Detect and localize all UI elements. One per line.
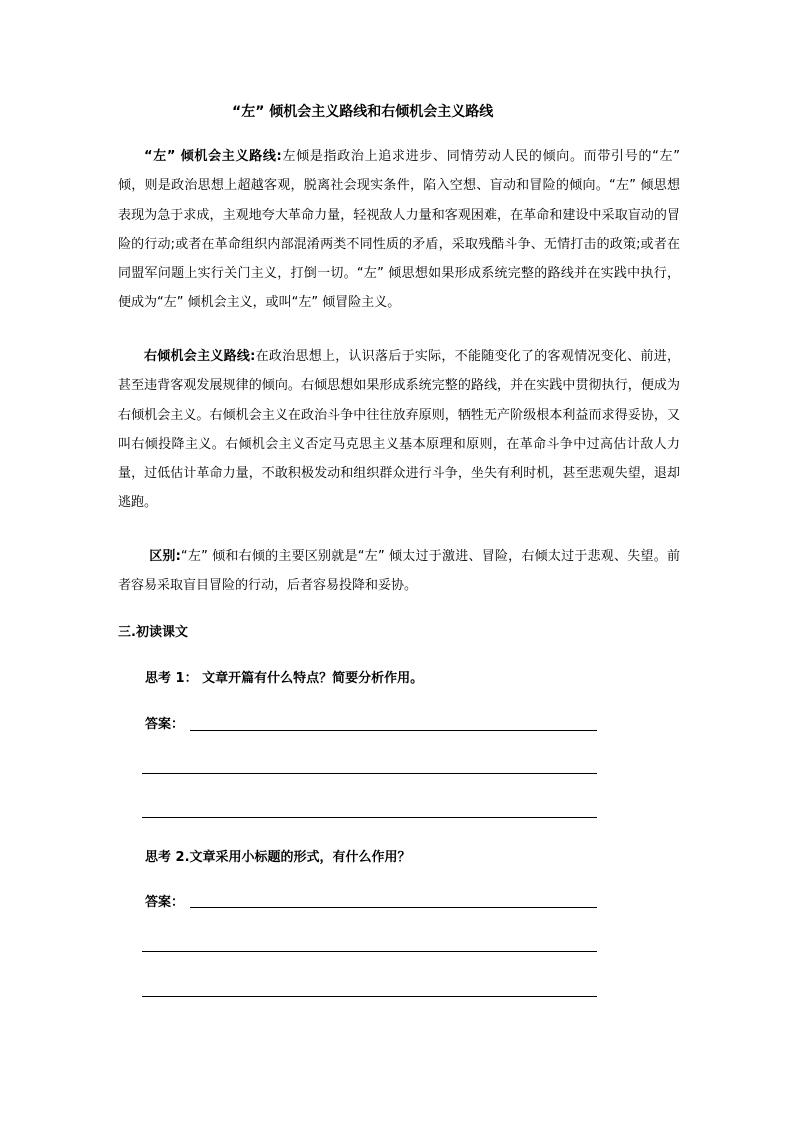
definition-right-line: 在政治思想上，认识落后于实际，不能随变化了的客观情况变化、前进，甚至违背客观发展规律的倾向。右倾思想如果形成系统完整的路线，并在实践中贯彻执行，便成为右倾机会主义。右倾机会主义在政治斗争中往往放弃原则，牺牲无产阶级根本利益而求得妥协，又叫右倾投降主义。右倾机会主义否定马克思主义基本原理和原则，在革命斗争中过高估计敌人力量，过低估计革命力量，不敢积极发动和组织群众进行斗争，坐失有利时机，甚至悲观失望，退却逃跑。 (118, 349, 680, 511)
paragraph-left-line (118, 142, 680, 318)
paragraph-right-line (118, 342, 680, 518)
answer-line[interactable] (190, 907, 597, 908)
page-title: “左” 倾机会主义路线和右倾机会主义路线 (232, 104, 494, 120)
section-heading: 三.初读课文 (118, 625, 188, 640)
answer-line[interactable] (142, 773, 597, 774)
paragraph-difference (118, 542, 680, 601)
definition-left-line: 左倾是指政治上追求进步、同情劳动人民的倾向。而带引号的“左” 倾，则是政治思想上超越客观，脱离社会现实条件，陷入空想、盲动和冒险的倾向。“左” 倾思想表现为急于求成，主观地夸大革命力量，轻视敌人力量和客观困难，在革命和建设中采取盲动的冒险的行动;或者在革命组织内部混淆两类不同性质的矛盾，采取残酷斗争、无情打击的政策;或者在同盟军问题上实行关门主义，打倒一切。“左” 倾思想如果形成系统完整的路线并在实践中执行，便成为“左” 倾机会主义，或叫“左” 倾冒险主义。 (118, 149, 680, 311)
answer-line[interactable] (142, 996, 597, 997)
question-1: 思考 1： 文章开篇有什么特点？简要分析作用。 (145, 671, 424, 686)
definition-difference: “左” 倾和右倾的主要区别就是“左” 倾太过于激进、冒险，右倾太过于悲观、失望。前者容易采取盲目冒险的行动，后者容易投降和妥协。 (118, 549, 680, 594)
answer-label-2: 答案： (145, 895, 185, 910)
question-2: 思考 2.文章采用小标题的形式，有什么作用？ (145, 850, 411, 865)
answer-line[interactable] (190, 730, 597, 731)
term-right-line: 右倾机会主义路线: (144, 349, 256, 364)
answer-label-1: 答案： (145, 717, 185, 732)
term-left-line: “左” 倾机会主义路线: (144, 149, 282, 164)
term-difference: 区别: (149, 549, 181, 564)
answer-line[interactable] (142, 817, 597, 818)
answer-line[interactable] (142, 951, 597, 952)
